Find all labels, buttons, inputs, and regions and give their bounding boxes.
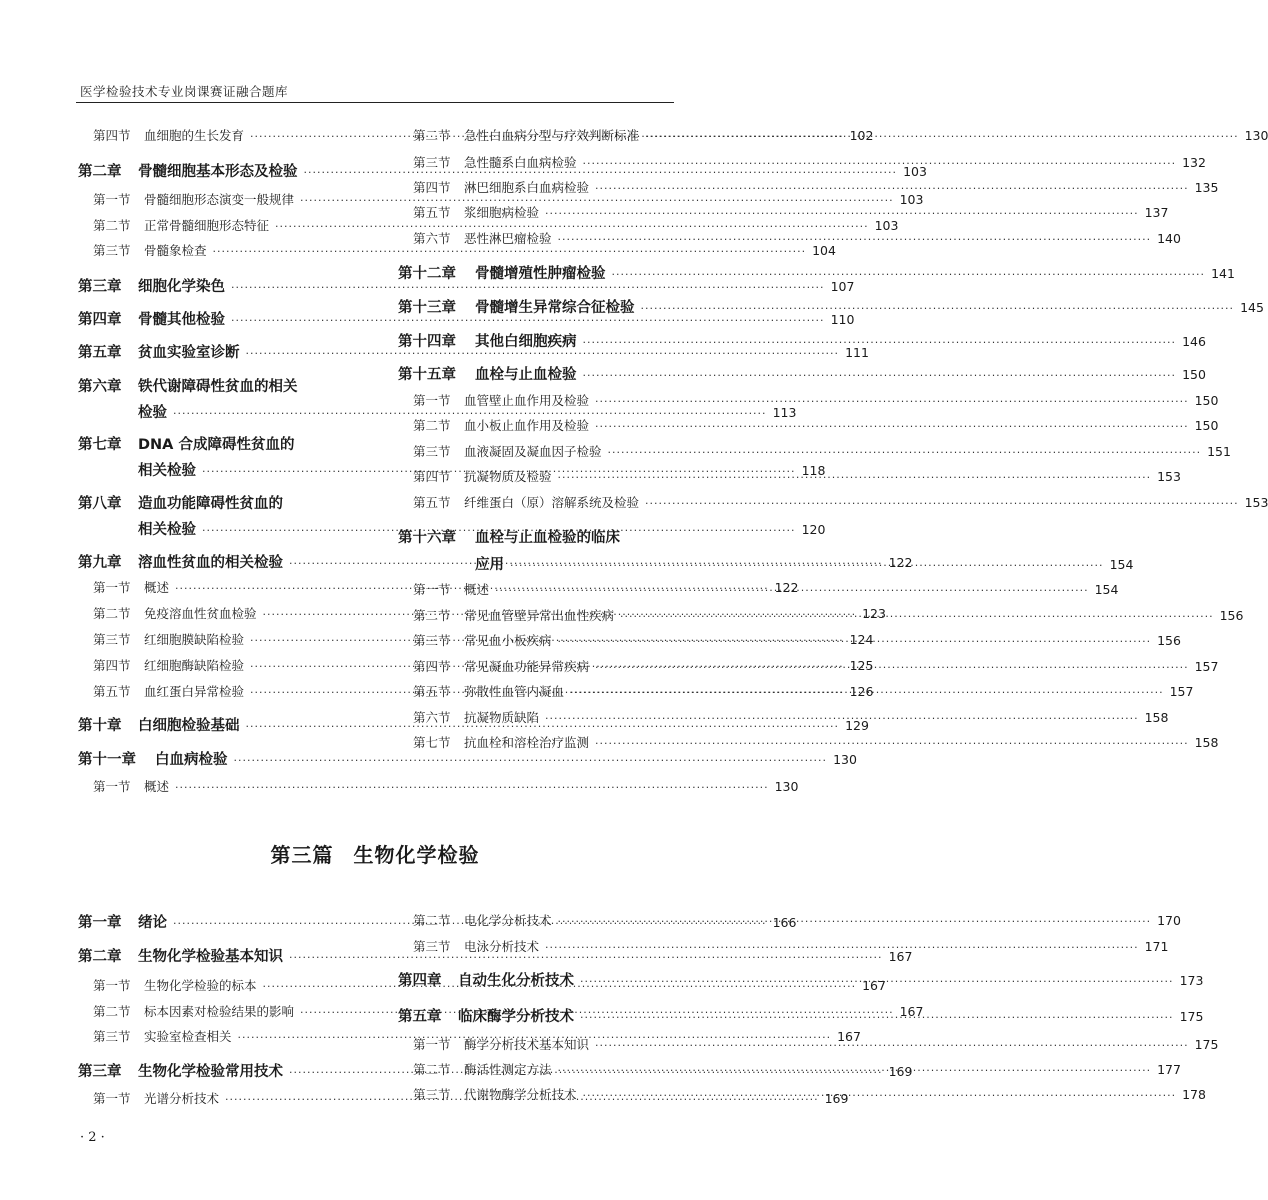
entry-page-number: 154 xyxy=(1094,582,1119,597)
entry-page-number: 141 xyxy=(1211,266,1235,281)
toc-section-entry xyxy=(398,442,1231,460)
entry-title: 血细胞的生长发育 xyxy=(144,128,245,143)
entry-title: 红细胞膜缺陷检验 xyxy=(144,632,245,647)
entry-page-number: 169 xyxy=(824,1091,849,1106)
entry-number: 第三节 xyxy=(93,1029,131,1044)
entry-page-number: 102 xyxy=(849,128,874,143)
toc-section-entry xyxy=(78,777,799,795)
dot-leader xyxy=(595,1039,1189,1052)
entry-page-number: 110 xyxy=(830,312,855,327)
entry-number: 第四节 xyxy=(413,180,451,195)
dot-leader xyxy=(495,584,1089,597)
entry-page-number: 150 xyxy=(1194,393,1219,408)
entry-title: 生物化学检验基本知识 xyxy=(138,949,283,965)
entry-title: 白血病检验 xyxy=(155,752,228,768)
entry-title: 常见血小板疾病 xyxy=(464,633,552,648)
entry-page-number: 151 xyxy=(1207,444,1231,459)
entry-number: 第十二章 xyxy=(398,266,456,282)
entry-page-number: 120 xyxy=(801,522,826,537)
entry-page-number: 170 xyxy=(1157,913,1181,928)
entry-page-number: 111 xyxy=(845,345,869,360)
entry-number: 第一节 xyxy=(413,582,451,597)
part-number: 第三篇 xyxy=(270,843,334,867)
entry-number: 第一节 xyxy=(413,393,451,408)
entry-number: 第三节 xyxy=(413,155,451,170)
dot-leader xyxy=(558,915,1152,928)
entry-title: 标本因素对检验结果的影响 xyxy=(144,1004,295,1019)
entry-page-number: 167 xyxy=(837,1029,861,1044)
toc-chapter-entry xyxy=(398,262,1235,283)
toc-section-entry xyxy=(398,937,1169,955)
entry-page-number: 130 xyxy=(833,752,857,767)
entry-page-number: 140 xyxy=(1157,231,1181,246)
dot-leader xyxy=(545,712,1139,725)
toc-chapter-entry xyxy=(78,275,855,296)
entry-number: 第二节 xyxy=(413,128,451,143)
dot-leader xyxy=(645,130,1239,143)
dot-leader xyxy=(595,737,1189,750)
entry-number: 第十章 xyxy=(78,718,122,734)
entry-title: 红细胞酶缺陷检验 xyxy=(144,658,245,673)
entry-number: 第二节 xyxy=(93,606,131,621)
entry-page-number: 166 xyxy=(772,915,797,930)
dot-leader xyxy=(545,941,1139,954)
entry-title: 常见血管壁异常出血性疾病 xyxy=(464,608,615,623)
entry-title: 浆细胞病检验 xyxy=(464,205,540,220)
entry-page-number: 157 xyxy=(1194,659,1219,674)
dot-leader xyxy=(583,336,1177,349)
entry-page-number: 157 xyxy=(1169,684,1194,699)
entry-title: 急性白血病分型与疗效判断标准 xyxy=(464,128,640,143)
header-rule xyxy=(76,102,674,103)
running-header: 医学检验技术专业岗课赛证融合题库 xyxy=(80,84,289,99)
entry-title: 抗凝物质缺陷 xyxy=(464,710,540,725)
entry-number: 第九章 xyxy=(78,555,122,571)
entry-number: 第三章 xyxy=(78,279,122,295)
entry-title: 生物化学检验的标本 xyxy=(144,978,257,993)
dot-leader xyxy=(175,781,769,794)
toc-section-entry xyxy=(398,153,1206,171)
entry-title: DNA 合成障碍性贫血的 xyxy=(138,437,295,453)
entry-number: 第三节 xyxy=(413,939,451,954)
entry-title: 血栓与止血检验的临床 xyxy=(475,530,620,546)
dot-leader xyxy=(580,1011,1174,1024)
entry-number: 第一节 xyxy=(413,1037,451,1052)
entry-page-number: 173 xyxy=(1179,973,1204,988)
entry-title: 其他白细胞疾病 xyxy=(475,334,577,350)
dot-leader xyxy=(620,610,1214,623)
entry-title: 自动生化分析技术 xyxy=(458,973,574,989)
toc-chapter-entry xyxy=(78,401,797,422)
entry-page-number: 103 xyxy=(903,164,927,179)
entry-number: 第十一章 xyxy=(78,752,136,768)
dot-leader xyxy=(234,754,828,767)
dot-leader xyxy=(612,268,1206,281)
dot-leader xyxy=(595,395,1189,408)
entry-page-number: 124 xyxy=(849,632,874,647)
entry-page-number: 150 xyxy=(1182,367,1206,382)
entry-page-number: 156 xyxy=(1219,608,1244,623)
entry-title: 概述 xyxy=(144,779,170,794)
entry-page-number: 126 xyxy=(849,684,874,699)
entry-title: 淋巴细胞系白血病检验 xyxy=(464,180,590,195)
toc-section-entry xyxy=(398,391,1219,409)
toc-chapter-entry xyxy=(398,363,1206,384)
entry-title: 骨髓增殖性肿瘤检验 xyxy=(475,266,606,282)
entry-page-number: 113 xyxy=(772,405,797,420)
toc-chapter-entry xyxy=(398,526,683,547)
entry-title: 铁代谢障碍性贫血的相关 xyxy=(138,379,298,395)
entry-title: 电化学分析技术 xyxy=(464,913,552,928)
entry-title: 急性髓系白血病检验 xyxy=(464,155,577,170)
entry-number: 第六节 xyxy=(413,710,451,725)
entry-number: 第五节 xyxy=(413,684,451,699)
entry-number: 第一节 xyxy=(93,978,131,993)
toc-chapter-entry xyxy=(78,433,366,454)
entry-page-number: 167 xyxy=(888,949,913,964)
entry-page-number: 122 xyxy=(888,555,913,570)
entry-number: 第八章 xyxy=(78,496,122,512)
entry-title: 酶活性测定方法 xyxy=(464,1062,552,1077)
entry-number: 第五节 xyxy=(93,684,131,699)
entry-number: 第一节 xyxy=(93,779,131,794)
entry-page-number: 167 xyxy=(899,1004,924,1019)
entry-title: 应用 xyxy=(475,557,504,573)
entry-page-number: 177 xyxy=(1157,1062,1181,1077)
dot-leader xyxy=(580,975,1174,988)
entry-title: 白细胞检验基础 xyxy=(138,718,240,734)
entry-page-number: 103 xyxy=(899,192,924,207)
entry-title: 骨髓细胞基本形态及检验 xyxy=(138,164,298,180)
entry-title: 实验室检查相关 xyxy=(144,1029,232,1044)
entry-page-number: 169 xyxy=(888,1064,913,1079)
dot-leader xyxy=(570,686,1164,699)
entry-number: 第三节 xyxy=(93,632,131,647)
entry-page-number: 158 xyxy=(1194,735,1219,750)
entry-title: 常见凝血功能异常疾病 xyxy=(464,659,590,674)
entry-page-number: 104 xyxy=(812,243,836,258)
entry-number: 第五章 xyxy=(78,345,122,361)
entry-page-number: 175 xyxy=(1179,1009,1204,1024)
entry-number: 第六节 xyxy=(413,231,451,246)
entry-title: 电泳分析技术 xyxy=(464,939,540,954)
entry-title: 生物化学检验常用技术 xyxy=(138,1064,283,1080)
part-name: 生物化学检验 xyxy=(353,843,480,867)
dot-leader xyxy=(583,157,1177,170)
toc-section-entry xyxy=(78,216,899,234)
dot-leader xyxy=(558,233,1152,246)
entry-title: 代谢物酶学分析技术 xyxy=(464,1087,577,1102)
entry-title: 光谱分析技术 xyxy=(144,1091,220,1106)
toc-chapter-entry xyxy=(398,330,1206,351)
toc-section-entry xyxy=(398,203,1169,221)
entry-page-number: 175 xyxy=(1194,1037,1219,1052)
entry-number: 第二节 xyxy=(413,913,451,928)
entry-number: 第一节 xyxy=(93,580,131,595)
entry-title: 概述 xyxy=(144,580,170,595)
entry-title: 血液凝固及凝血因子检验 xyxy=(464,444,602,459)
entry-page-number: 107 xyxy=(830,279,855,294)
entry-page-number: 171 xyxy=(1144,939,1169,954)
entry-page-number: 132 xyxy=(1182,155,1206,170)
entry-number: 第二节 xyxy=(413,418,451,433)
entry-title: 检验 xyxy=(138,405,167,421)
dot-leader xyxy=(645,497,1239,510)
toc-chapter-entry xyxy=(398,296,1264,317)
entry-page-number: 122 xyxy=(774,580,799,595)
dot-leader xyxy=(583,369,1177,382)
entry-number: 第三节 xyxy=(93,243,131,258)
entry-page-number: 153 xyxy=(1157,469,1181,484)
entry-number: 第四节 xyxy=(93,128,131,143)
entry-page-number: 130 xyxy=(774,779,799,794)
toc-section-entry xyxy=(398,493,1268,511)
entry-title: 造血功能障碍性贫血的 xyxy=(138,496,283,512)
entry-page-number: 137 xyxy=(1144,205,1169,220)
dot-leader xyxy=(595,420,1189,433)
toc-section-entry xyxy=(398,733,1219,751)
entry-page-number: 153 xyxy=(1244,495,1268,510)
dot-leader xyxy=(595,182,1189,195)
entry-title: 酶学分析技术基本知识 xyxy=(464,1037,590,1052)
entry-title: 骨髓细胞形态演变一般规律 xyxy=(144,192,295,207)
entry-number: 第四节 xyxy=(413,659,451,674)
dot-leader xyxy=(608,446,1202,459)
entry-number: 第十三章 xyxy=(398,300,456,316)
entry-page-number: 178 xyxy=(1182,1087,1206,1102)
entry-title: 弥散性血管内凝血 xyxy=(464,684,565,699)
entry-page-number: 156 xyxy=(1157,633,1181,648)
toc-section-entry xyxy=(398,416,1219,434)
entry-page-number: 125 xyxy=(849,658,874,673)
entry-title: 骨髓象检查 xyxy=(144,243,207,258)
entry-page-number: 130 xyxy=(1244,128,1268,143)
entry-number: 第四章 xyxy=(78,312,122,328)
entry-number: 第二节 xyxy=(93,218,131,233)
dot-leader xyxy=(545,207,1139,220)
dot-leader xyxy=(558,1064,1152,1077)
entry-page-number: 123 xyxy=(862,606,886,621)
entry-page-number: 145 xyxy=(1240,300,1264,315)
part-title xyxy=(0,839,750,868)
dot-leader xyxy=(641,302,1235,315)
page-number: · 2 · xyxy=(80,1130,105,1145)
entry-title: 溶血性贫血的相关检验 xyxy=(138,555,283,571)
entry-page-number: 129 xyxy=(845,718,869,733)
entry-title: 抗凝物质及检验 xyxy=(464,469,552,484)
entry-page-number: 158 xyxy=(1144,710,1169,725)
entry-number: 第五节 xyxy=(413,495,451,510)
dot-leader xyxy=(595,661,1189,674)
entry-title: 免疫溶血性贫血检验 xyxy=(144,606,257,621)
entry-number: 第二章 xyxy=(78,949,122,965)
entry-number: 第二节 xyxy=(413,608,451,623)
entry-title: 恶性淋巴瘤检验 xyxy=(464,231,552,246)
entry-page-number: 150 xyxy=(1194,418,1219,433)
entry-page-number: 167 xyxy=(862,978,886,993)
toc-section-entry xyxy=(78,241,836,259)
entry-title: 相关检验 xyxy=(138,463,196,479)
dot-leader xyxy=(583,1089,1177,1102)
dot-leader xyxy=(558,471,1152,484)
entry-title: 骨髓其他检验 xyxy=(138,312,225,328)
entry-title: 骨髓增生异常综合征检验 xyxy=(475,300,635,316)
entry-number: 第六章 xyxy=(78,379,122,395)
entry-number: 第一节 xyxy=(93,1091,131,1106)
entry-number: 第三节 xyxy=(413,633,451,648)
entry-title: 临床酶学分析技术 xyxy=(458,1009,574,1025)
toc-section-entry xyxy=(398,229,1181,247)
entry-number: 第七节 xyxy=(413,735,451,750)
entry-number: 第十五章 xyxy=(398,367,456,383)
entry-title: 贫血实验室诊断 xyxy=(138,345,240,361)
entry-title: 正常骨髓细胞形态特征 xyxy=(144,218,270,233)
entry-number: 第十四章 xyxy=(398,334,456,350)
entry-title: 纤维蛋白（原）溶解系统及检验 xyxy=(464,495,640,510)
entry-title: 血栓与止血检验 xyxy=(475,367,577,383)
entry-number: 第四节 xyxy=(93,658,131,673)
entry-title: 细胞化学染色 xyxy=(138,279,225,295)
entry-number: 第七章 xyxy=(78,437,122,453)
toc-section-entry xyxy=(78,578,799,596)
entry-title: 绪论 xyxy=(138,915,167,931)
entry-title: 概述 xyxy=(464,582,490,597)
entry-number: 第二节 xyxy=(93,1004,131,1019)
toc-section-entry xyxy=(398,178,1219,196)
entry-title: 相关检验 xyxy=(138,522,196,538)
entry-number: 第十六章 xyxy=(398,530,456,546)
toc-chapter-entry xyxy=(78,748,857,769)
dot-leader xyxy=(558,635,1152,648)
toc-chapter-entry xyxy=(78,375,366,396)
entry-title: 血管壁止血作用及检验 xyxy=(464,393,590,408)
entry-number: 第二节 xyxy=(413,1062,451,1077)
entry-number: 第二章 xyxy=(78,164,122,180)
entry-page-number: 118 xyxy=(801,463,826,478)
entry-number: 第一节 xyxy=(93,192,131,207)
entry-page-number: 103 xyxy=(874,218,899,233)
entry-page-number: 154 xyxy=(1109,557,1134,572)
toc-section-entry xyxy=(78,190,924,208)
entry-number: 第三节 xyxy=(413,444,451,459)
entry-number: 第三章 xyxy=(78,1064,122,1080)
entry-title: 血小板止血作用及检验 xyxy=(464,418,590,433)
entry-page-number: 135 xyxy=(1194,180,1219,195)
entry-title: 血红蛋白异常检验 xyxy=(144,684,245,699)
entry-number: 第三节 xyxy=(413,1087,451,1102)
entry-number: 第五节 xyxy=(413,205,451,220)
entry-number: 第五章 xyxy=(398,1009,442,1025)
toc-chapter-entry xyxy=(78,492,366,513)
entry-number: 第一章 xyxy=(78,915,122,931)
dot-leader xyxy=(510,559,1104,572)
entry-page-number: 146 xyxy=(1182,334,1206,349)
entry-number: 第四节 xyxy=(413,469,451,484)
entry-number: 第四章 xyxy=(398,973,442,989)
entry-title: 抗血栓和溶栓治疗监测 xyxy=(464,735,590,750)
